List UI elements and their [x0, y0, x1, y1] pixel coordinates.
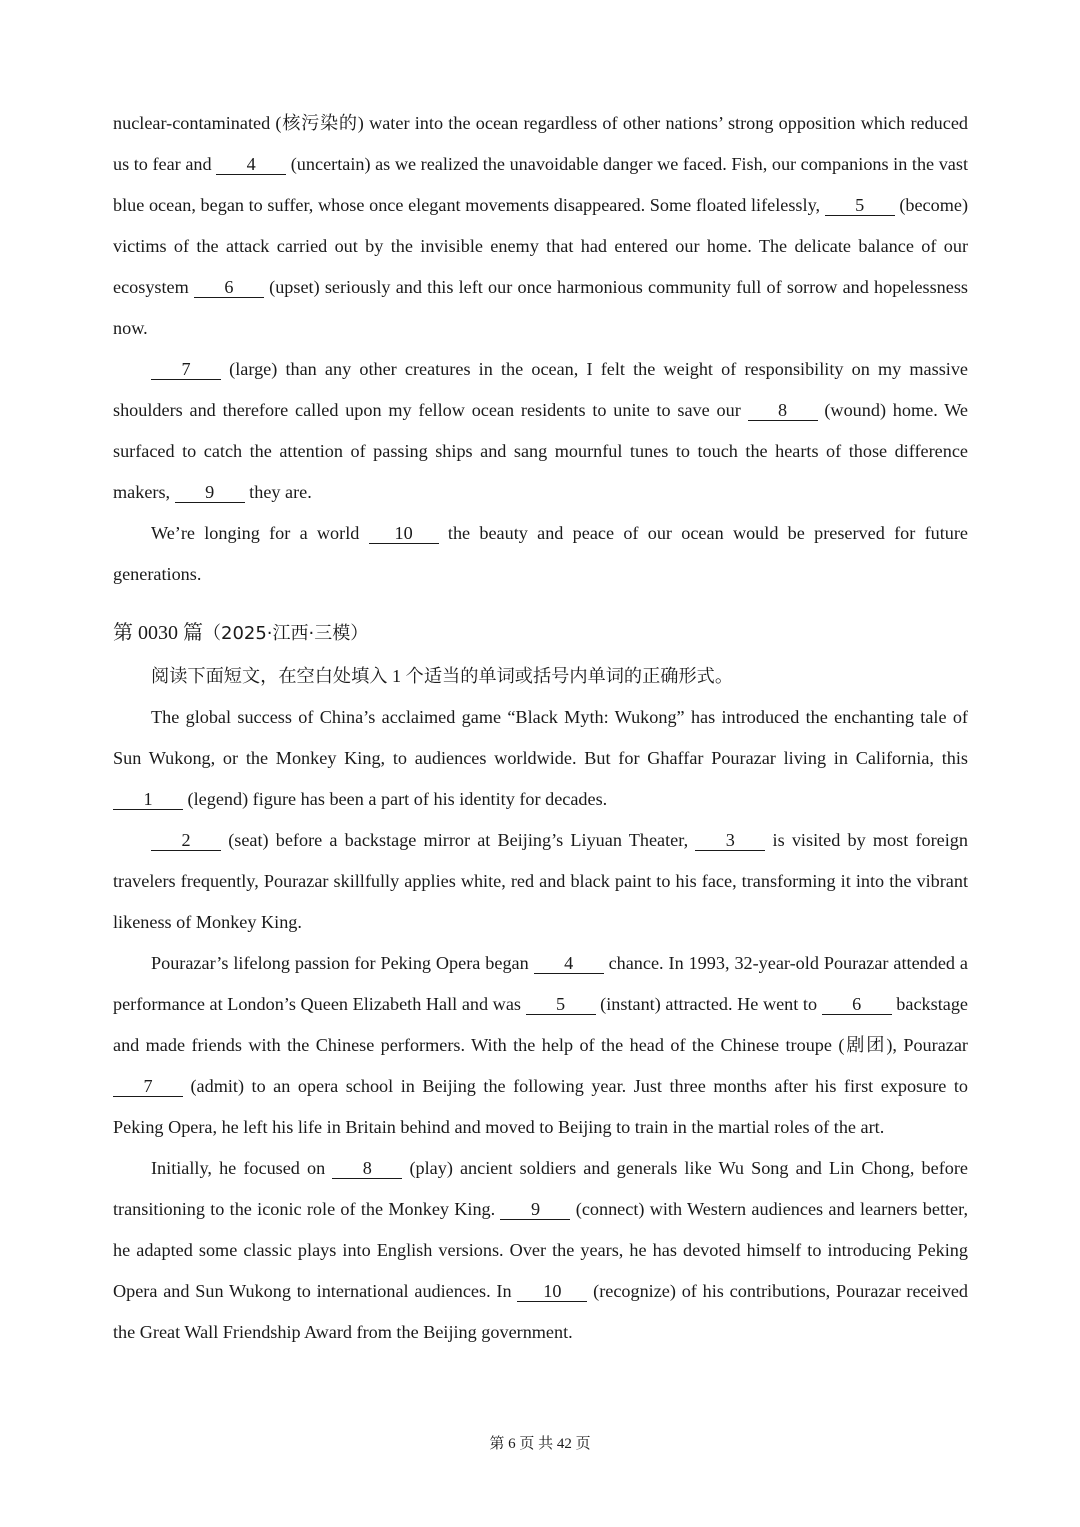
text-run: The global success of China’s acclaimed game “Black Myth: Wukong” has introduced the enchanting tale of Sun Wukong, or the Monkey King, to audiences worldwide. But for Ghaffar Pourazar living in California, this	[113, 707, 968, 768]
text-run: (large) than any other creatures in the ocean, I felt the weight of responsibility on my massive shoulders and therefore called upon my fellow ocean residents to unite to save our	[113, 359, 968, 420]
answer-blank-8: 8	[748, 400, 818, 421]
text-run: (legend) figure has been a part of his identity for decades.	[183, 789, 608, 809]
text-run: (uncertain) as we realized the unavoidable danger we faced. Fish, our companions in the vast blue ocean, began to suffer, whose once elegant movements disappeared. Some floated lifelessly,	[113, 154, 968, 215]
passage-a-paragraph-3	[113, 513, 968, 595]
answer-blank-7: 7	[113, 1076, 183, 1097]
text-run: (upset) seriously and this left our once harmonious community full of sorrow and hopelessness now.	[113, 277, 968, 338]
passage-b-paragraph-4	[113, 1148, 968, 1353]
text-run: (become) victims of the attack carried out by the invisible enemy that had entered our home. The delicate balance of our ecosystem	[113, 195, 968, 297]
answer-blank-4: 4	[216, 154, 286, 175]
text-run: the beauty and peace of our ocean would be preserved for future generations.	[113, 523, 968, 584]
page-footer: 第 6 页 共 42 页	[489, 1436, 591, 1452]
text-run: (recognize) of his contributions, Pourazar received the Great Wall Friendship Award from the Beijing government.	[113, 1281, 968, 1342]
text-run: (wound) home. We surfaced to catch the attention of passing ships and sang mournful tunes to touch the hearts of those difference makers,	[113, 400, 969, 502]
passage-a-paragraph-1	[113, 103, 968, 349]
answer-blank-1: 1	[113, 789, 183, 810]
answer-blank-6: 6	[822, 994, 892, 1015]
section-heading	[113, 611, 968, 656]
answer-blank-3: 3	[695, 830, 765, 851]
answer-blank-4: 4	[534, 953, 604, 974]
answer-blank-5: 5	[825, 195, 895, 216]
text-run: (seat) before a backstage mirror at Beijing’s Liyuan Theater,	[221, 830, 696, 850]
text-run: is visited by most foreign travelers frequently, Pourazar skillfully applies white, red and black paint to his face, transforming it into the vibrant likeness of Monkey King.	[113, 830, 968, 932]
text-run: (admit) to an opera school in Beijing the following year. Just three months after his first exposure to Peking Opera, he left his life in Britain behind and moved to Beijing to train in the martial roles of the art.	[113, 1076, 968, 1137]
answer-blank-5: 5	[526, 994, 596, 1015]
document-page	[113, 103, 968, 1353]
passage-b-paragraph-3	[113, 943, 968, 1148]
text-run: (connect) with Western audiences and learners better, he adapted some classic plays into English versions. Over the years, he has devoted himself to introducing Peking Opera and Sun Wukong to international audiences. In	[113, 1199, 969, 1301]
answer-blank-7: 7	[151, 359, 221, 380]
answer-blank-8: 8	[332, 1158, 402, 1179]
text-run: Initially, he focused on	[151, 1158, 333, 1178]
text-run: (instant) attracted. He went to	[595, 994, 822, 1014]
text-run: backstage and made friends with the Chinese performers. With the help of the head of the Chinese troupe (剧团), Pourazar	[113, 994, 968, 1055]
section-title: 第 0030 篇	[113, 622, 203, 644]
section-instruction: 阅读下面短文，在空白处填入 1 个适当的单词或括号内单词的正确形式。	[151, 666, 734, 686]
section-source: （2025·江西·三模）	[203, 623, 369, 644]
answer-blank-9: 9	[500, 1199, 570, 1220]
text-run: (play) ancient soldiers and generals like Wu Song and Lin Chong, before transitioning to the iconic role of the Monkey King.	[113, 1158, 968, 1219]
answer-blank-10: 10	[369, 523, 439, 544]
text-run: they are.	[244, 482, 312, 502]
answer-blank-10: 10	[517, 1281, 587, 1302]
answer-blank-2: 2	[151, 830, 221, 851]
text-run: nuclear-contaminated (核污染的) water into the ocean regardless of other nations’ strong opposition which reduced us to fear and	[113, 113, 968, 174]
passage-b-paragraph-2	[113, 820, 968, 943]
passage-a-paragraph-2	[113, 349, 968, 513]
answer-blank-9: 9	[175, 482, 245, 503]
text-run: We’re longing for a world	[151, 523, 369, 543]
passage-b-paragraph-1	[113, 697, 968, 820]
answer-blank-6: 6	[194, 277, 264, 298]
text-run: chance. In 1993, 32-year-old Pourazar attended a performance at London’s Queen Elizabeth Hall and was	[113, 953, 968, 1014]
text-run: Pourazar’s lifelong passion for Peking Opera began	[151, 953, 534, 973]
